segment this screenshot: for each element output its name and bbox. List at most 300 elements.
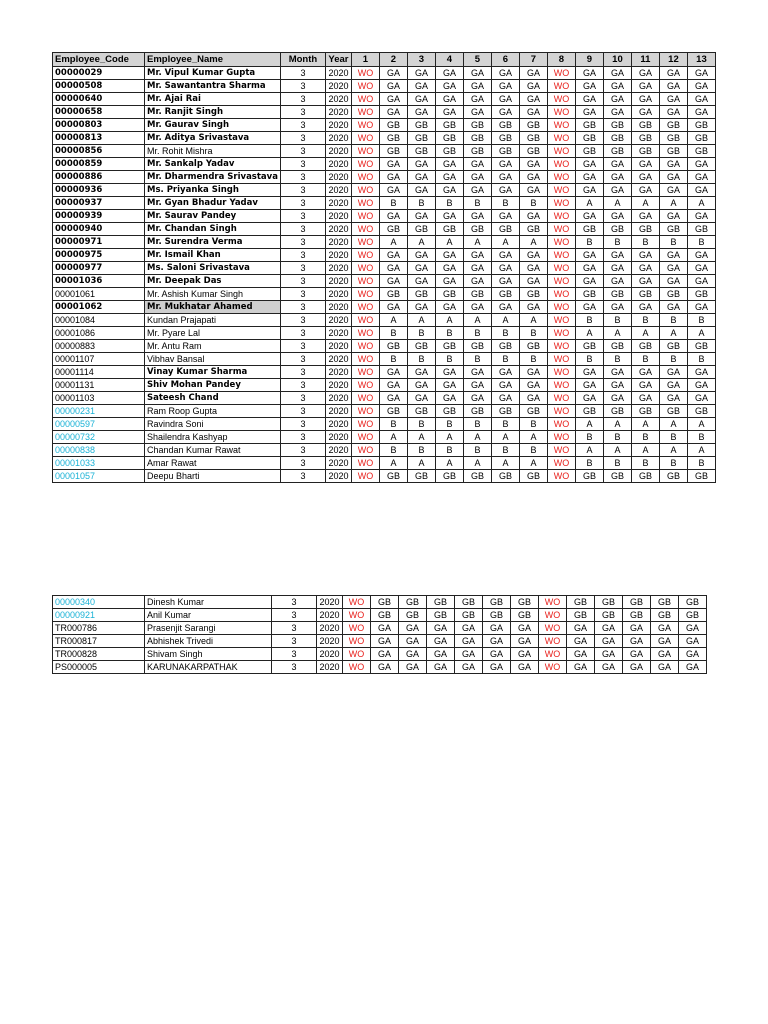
shift-cell[interactable]: B [575, 431, 603, 444]
shift-cell[interactable]: GB [567, 609, 595, 622]
month-cell[interactable]: 3 [272, 622, 317, 635]
shift-cell[interactable]: GA [659, 262, 687, 275]
weekly-off-cell[interactable]: WO [547, 236, 575, 249]
shift-cell[interactable]: B [519, 197, 547, 210]
weekly-off-cell[interactable]: WO [351, 119, 379, 132]
shift-cell[interactable]: B [379, 197, 407, 210]
shift-cell[interactable]: GA [687, 184, 715, 197]
shift-cell[interactable]: GA [407, 210, 435, 223]
shift-cell[interactable]: GA [575, 379, 603, 392]
shift-cell[interactable]: GA [463, 171, 491, 184]
shift-cell[interactable]: GA [427, 622, 455, 635]
shift-cell[interactable]: GA [435, 275, 463, 288]
weekly-off-cell[interactable]: WO [351, 145, 379, 158]
year-cell[interactable]: 2020 [325, 431, 351, 444]
year-cell[interactable]: 2020 [325, 197, 351, 210]
month-cell[interactable]: 3 [280, 262, 325, 275]
day-column-header[interactable]: 8 [547, 53, 575, 67]
weekly-off-cell[interactable]: WO [351, 392, 379, 405]
month-cell[interactable]: 3 [280, 457, 325, 470]
shift-cell[interactable]: GA [399, 635, 427, 648]
shift-cell[interactable]: GA [491, 80, 519, 93]
shift-cell[interactable]: GA [679, 635, 707, 648]
weekly-off-cell[interactable]: WO [547, 392, 575, 405]
shift-cell[interactable]: GA [651, 622, 679, 635]
employee-code-cell[interactable]: PS000005 [53, 661, 145, 674]
shift-cell[interactable]: A [687, 327, 715, 340]
year-cell[interactable]: 2020 [325, 106, 351, 119]
month-cell[interactable]: 3 [280, 158, 325, 171]
shift-cell[interactable]: GA [519, 210, 547, 223]
shift-cell[interactable]: GA [687, 249, 715, 262]
shift-cell[interactable]: GA [575, 262, 603, 275]
shift-cell[interactable]: GA [659, 210, 687, 223]
shift-cell[interactable]: A [519, 431, 547, 444]
shift-cell[interactable]: GB [463, 145, 491, 158]
employee-name-cell[interactable]: Shivam Singh [145, 648, 272, 661]
shift-cell[interactable]: B [435, 418, 463, 431]
weekly-off-cell[interactable]: WO [547, 327, 575, 340]
shift-cell[interactable]: GB [687, 340, 715, 353]
shift-cell[interactable]: GA [435, 93, 463, 106]
shift-cell[interactable]: GB [595, 596, 623, 609]
shift-cell[interactable]: GB [687, 470, 715, 483]
employee-name-cell[interactable]: Mr. Ismail Khan [145, 249, 281, 262]
shift-cell[interactable]: B [631, 431, 659, 444]
employee-code-cell[interactable]: 00000597 [53, 418, 145, 431]
shift-cell[interactable]: GA [435, 392, 463, 405]
year-cell[interactable]: 2020 [325, 132, 351, 145]
shift-cell[interactable]: GA [659, 80, 687, 93]
shift-cell[interactable]: GA [463, 366, 491, 379]
shift-cell[interactable]: GB [659, 340, 687, 353]
year-cell[interactable]: 2020 [325, 444, 351, 457]
shift-cell[interactable]: GA [483, 635, 511, 648]
shift-cell[interactable]: GB [463, 470, 491, 483]
shift-cell[interactable]: GA [379, 262, 407, 275]
table-row[interactable] [53, 431, 716, 444]
shift-cell[interactable]: B [491, 197, 519, 210]
shift-cell[interactable]: GA [463, 275, 491, 288]
shift-cell[interactable]: GB [407, 145, 435, 158]
shift-cell[interactable]: B [631, 457, 659, 470]
shift-cell[interactable]: GA [379, 379, 407, 392]
weekly-off-cell[interactable]: WO [343, 635, 371, 648]
shift-cell[interactable]: GA [575, 67, 603, 80]
shift-cell[interactable]: GA [679, 648, 707, 661]
employee-name-cell[interactable]: Mr. Gyan Bhadur Yadav [145, 197, 281, 210]
employee-code-cell[interactable]: 00001057 [53, 470, 145, 483]
employee-name-cell[interactable]: Mr. Sankalp Yadav [145, 158, 281, 171]
employee-name-cell[interactable]: Ravindra Soni [145, 418, 281, 431]
shift-cell[interactable]: A [491, 457, 519, 470]
weekly-off-cell[interactable]: WO [343, 596, 371, 609]
shift-cell[interactable]: GA [379, 249, 407, 262]
shift-cell[interactable]: B [407, 197, 435, 210]
table-row[interactable] [53, 353, 716, 366]
year-cell[interactable]: 2020 [325, 236, 351, 249]
table-row[interactable] [53, 635, 707, 648]
shift-cell[interactable]: GA [519, 392, 547, 405]
shift-cell[interactable]: B [659, 314, 687, 327]
shift-cell[interactable]: GA [603, 275, 631, 288]
shift-cell[interactable]: GA [379, 93, 407, 106]
employee-name-cell[interactable]: Shailendra Kashyap [145, 431, 281, 444]
shift-cell[interactable]: GA [603, 210, 631, 223]
weekly-off-cell[interactable]: WO [351, 184, 379, 197]
day-column-header[interactable]: 6 [491, 53, 519, 67]
shift-cell[interactable]: GA [603, 158, 631, 171]
shift-cell[interactable]: B [407, 353, 435, 366]
shift-cell[interactable]: B [575, 314, 603, 327]
shift-cell[interactable]: GB [435, 145, 463, 158]
shift-cell[interactable]: GB [651, 609, 679, 622]
shift-cell[interactable]: B [491, 353, 519, 366]
shift-cell[interactable]: GA [519, 93, 547, 106]
weekly-off-cell[interactable]: WO [351, 158, 379, 171]
weekly-off-cell[interactable]: WO [547, 301, 575, 314]
weekly-off-cell[interactable]: WO [351, 314, 379, 327]
shift-cell[interactable]: GA [575, 93, 603, 106]
employee-code-cell[interactable]: TR000828 [53, 648, 145, 661]
shift-cell[interactable]: GA [575, 184, 603, 197]
shift-cell[interactable]: GB [679, 609, 707, 622]
shift-cell[interactable]: A [407, 236, 435, 249]
shift-cell[interactable]: GA [603, 366, 631, 379]
shift-cell[interactable]: A [631, 197, 659, 210]
month-cell[interactable]: 3 [280, 171, 325, 184]
employee-name-cell[interactable]: Ram Roop Gupta [145, 405, 281, 418]
year-cell[interactable]: 2020 [325, 457, 351, 470]
shift-cell[interactable]: GA [511, 622, 539, 635]
shift-cell[interactable]: GA [483, 661, 511, 674]
weekly-off-cell[interactable]: WO [351, 262, 379, 275]
employee-name-cell[interactable]: Mr. Gaurav Singh [145, 119, 281, 132]
table-row[interactable] [53, 67, 716, 80]
shift-cell[interactable]: GA [687, 262, 715, 275]
shift-cell[interactable]: GB [435, 405, 463, 418]
shift-cell[interactable]: A [463, 236, 491, 249]
shift-cell[interactable]: GB [491, 223, 519, 236]
shift-cell[interactable]: GA [603, 80, 631, 93]
shift-cell[interactable]: GA [407, 392, 435, 405]
table-row[interactable] [53, 197, 716, 210]
shift-cell[interactable]: GA [603, 171, 631, 184]
shift-cell[interactable]: GB [575, 405, 603, 418]
shift-cell[interactable]: GB [603, 132, 631, 145]
shift-cell[interactable]: GB [659, 132, 687, 145]
shift-cell[interactable]: B [659, 353, 687, 366]
year-cell[interactable]: 2020 [325, 353, 351, 366]
weekly-off-cell[interactable]: WO [547, 262, 575, 275]
shift-cell[interactable]: GB [603, 470, 631, 483]
employee-code-cell[interactable]: TR000786 [53, 622, 145, 635]
shift-cell[interactable]: GA [435, 171, 463, 184]
shift-cell[interactable]: GA [407, 379, 435, 392]
table-row[interactable] [53, 275, 716, 288]
shift-cell[interactable]: GB [399, 609, 427, 622]
shift-cell[interactable]: GA [687, 80, 715, 93]
shift-cell[interactable]: GA [631, 106, 659, 119]
shift-cell[interactable]: GA [491, 171, 519, 184]
shift-cell[interactable]: GB [575, 223, 603, 236]
shift-cell[interactable]: GB [427, 609, 455, 622]
column-header-employee-code[interactable]: Employee_Code [53, 53, 145, 67]
shift-cell[interactable]: GA [519, 249, 547, 262]
shift-cell[interactable]: GA [651, 635, 679, 648]
shift-cell[interactable]: GB [567, 596, 595, 609]
table-row[interactable] [53, 106, 716, 119]
table-row[interactable] [53, 609, 707, 622]
shift-cell[interactable]: A [575, 444, 603, 457]
year-cell[interactable]: 2020 [325, 158, 351, 171]
shift-cell[interactable]: A [659, 418, 687, 431]
shift-cell[interactable]: GB [379, 119, 407, 132]
weekly-off-cell[interactable]: WO [539, 609, 567, 622]
table-row[interactable] [53, 93, 716, 106]
shift-cell[interactable]: B [491, 327, 519, 340]
shift-cell[interactable]: B [687, 353, 715, 366]
table-row[interactable] [53, 301, 716, 314]
table-row[interactable] [53, 444, 716, 457]
shift-cell[interactable]: GB [483, 596, 511, 609]
shift-cell[interactable]: A [631, 418, 659, 431]
weekly-off-cell[interactable]: WO [547, 184, 575, 197]
shift-cell[interactable]: GA [631, 249, 659, 262]
shift-cell[interactable]: GA [595, 648, 623, 661]
employee-name-cell[interactable]: Mr. Vipul Kumar Gupta [145, 67, 281, 80]
shift-cell[interactable]: B [631, 236, 659, 249]
employee-code-cell[interactable]: 00001131 [53, 379, 145, 392]
shift-cell[interactable]: B [687, 431, 715, 444]
shift-cell[interactable]: GB [575, 119, 603, 132]
shift-cell[interactable]: GB [379, 145, 407, 158]
shift-cell[interactable]: GA [603, 184, 631, 197]
shift-cell[interactable]: GB [491, 145, 519, 158]
shift-cell[interactable]: B [491, 444, 519, 457]
month-cell[interactable]: 3 [280, 301, 325, 314]
employee-code-cell[interactable]: 00001086 [53, 327, 145, 340]
weekly-off-cell[interactable]: WO [547, 67, 575, 80]
shift-cell[interactable]: GA [483, 622, 511, 635]
table-row[interactable] [53, 418, 716, 431]
shift-cell[interactable]: A [603, 197, 631, 210]
shift-cell[interactable]: B [603, 236, 631, 249]
shift-cell[interactable]: GB [623, 609, 651, 622]
shift-cell[interactable]: B [603, 353, 631, 366]
shift-cell[interactable]: GA [463, 392, 491, 405]
shift-cell[interactable]: GB [687, 223, 715, 236]
shift-cell[interactable]: GB [603, 145, 631, 158]
shift-cell[interactable]: GA [623, 648, 651, 661]
shift-cell[interactable]: GB [455, 609, 483, 622]
shift-cell[interactable]: GA [603, 67, 631, 80]
weekly-off-cell[interactable]: WO [547, 80, 575, 93]
employee-name-cell[interactable]: Dinesh Kumar [145, 596, 272, 609]
shift-cell[interactable]: A [463, 314, 491, 327]
shift-cell[interactable]: GA [491, 366, 519, 379]
year-cell[interactable]: 2020 [325, 470, 351, 483]
year-cell[interactable]: 2020 [325, 366, 351, 379]
shift-cell[interactable]: B [687, 236, 715, 249]
shift-cell[interactable]: GA [631, 158, 659, 171]
day-column-header[interactable]: 4 [435, 53, 463, 67]
shift-cell[interactable]: GA [379, 275, 407, 288]
shift-cell[interactable]: GB [623, 596, 651, 609]
employee-code-cell[interactable]: 00000231 [53, 405, 145, 418]
weekly-off-cell[interactable]: WO [547, 223, 575, 236]
weekly-off-cell[interactable]: WO [351, 366, 379, 379]
shift-cell[interactable]: GB [463, 119, 491, 132]
day-column-header[interactable]: 7 [519, 53, 547, 67]
shift-cell[interactable]: GA [435, 301, 463, 314]
employee-code-cell[interactable]: 00000977 [53, 262, 145, 275]
shift-cell[interactable]: A [491, 314, 519, 327]
table-row[interactable] [53, 340, 716, 353]
table-row[interactable] [53, 223, 716, 236]
employee-code-cell[interactable]: TR000817 [53, 635, 145, 648]
employee-code-cell[interactable]: 00000937 [53, 197, 145, 210]
shift-cell[interactable]: GA [407, 262, 435, 275]
shift-cell[interactable]: GA [603, 106, 631, 119]
shift-cell[interactable]: GA [659, 67, 687, 80]
employee-name-cell[interactable]: Deepu Bharti [145, 470, 281, 483]
employee-name-cell[interactable]: Mr. Surendra Verma [145, 236, 281, 249]
day-column-header[interactable]: 12 [659, 53, 687, 67]
employee-code-cell[interactable]: 00000838 [53, 444, 145, 457]
shift-cell[interactable]: GA [455, 661, 483, 674]
shift-cell[interactable]: GB [407, 132, 435, 145]
employee-code-cell[interactable]: 00000508 [53, 80, 145, 93]
employee-name-cell[interactable]: Mr. Ajai Rai [145, 93, 281, 106]
shift-cell[interactable]: GB [407, 223, 435, 236]
shift-cell[interactable]: B [407, 444, 435, 457]
year-cell[interactable]: 2020 [325, 288, 351, 301]
shift-cell[interactable]: GB [491, 119, 519, 132]
shift-cell[interactable]: GA [575, 366, 603, 379]
shift-cell[interactable]: GA [575, 158, 603, 171]
shift-cell[interactable]: A [603, 444, 631, 457]
weekly-off-cell[interactable]: WO [351, 249, 379, 262]
table-row[interactable] [53, 262, 716, 275]
shift-cell[interactable]: GA [687, 106, 715, 119]
shift-cell[interactable]: GA [491, 262, 519, 275]
shift-cell[interactable]: GB [407, 340, 435, 353]
shift-cell[interactable]: GA [379, 366, 407, 379]
shift-cell[interactable]: GB [519, 340, 547, 353]
month-cell[interactable]: 3 [280, 223, 325, 236]
weekly-off-cell[interactable]: WO [547, 379, 575, 392]
shift-cell[interactable]: GB [519, 405, 547, 418]
employee-name-cell[interactable]: Mr. Deepak Das [145, 275, 281, 288]
employee-code-cell[interactable]: 00000658 [53, 106, 145, 119]
employee-code-cell[interactable]: 00000859 [53, 158, 145, 171]
shift-cell[interactable]: GA [659, 275, 687, 288]
shift-cell[interactable]: GB [435, 288, 463, 301]
shift-cell[interactable]: GA [687, 366, 715, 379]
employee-name-cell[interactable]: Mr. Pyare Lal [145, 327, 281, 340]
day-column-header[interactable]: 1 [351, 53, 379, 67]
shift-cell[interactable]: GA [491, 392, 519, 405]
shift-cell[interactable]: GB [631, 405, 659, 418]
shift-cell[interactable]: GB [463, 340, 491, 353]
shift-cell[interactable]: A [575, 327, 603, 340]
shift-cell[interactable]: B [379, 327, 407, 340]
shift-cell[interactable]: A [491, 236, 519, 249]
weekly-off-cell[interactable]: WO [547, 93, 575, 106]
employee-name-cell[interactable]: Mr. Sawantantra Sharma [145, 80, 281, 93]
shift-cell[interactable]: GA [659, 158, 687, 171]
shift-cell[interactable]: B [463, 418, 491, 431]
weekly-off-cell[interactable]: WO [351, 340, 379, 353]
shift-cell[interactable]: GA [679, 622, 707, 635]
shift-cell[interactable]: GA [491, 379, 519, 392]
shift-cell[interactable]: GA [379, 106, 407, 119]
weekly-off-cell[interactable]: WO [547, 106, 575, 119]
weekly-off-cell[interactable]: WO [351, 418, 379, 431]
weekly-off-cell[interactable]: WO [547, 275, 575, 288]
shift-cell[interactable]: GB [491, 470, 519, 483]
shift-cell[interactable]: GB [595, 609, 623, 622]
year-cell[interactable]: 2020 [325, 418, 351, 431]
shift-cell[interactable]: GA [435, 249, 463, 262]
shift-cell[interactable]: GA [567, 661, 595, 674]
shift-cell[interactable]: GA [603, 262, 631, 275]
shift-cell[interactable]: GB [603, 223, 631, 236]
employee-code-cell[interactable]: 00000940 [53, 223, 145, 236]
shift-cell[interactable]: GA [595, 622, 623, 635]
day-column-header[interactable]: 2 [379, 53, 407, 67]
shift-cell[interactable]: GB [435, 119, 463, 132]
shift-cell[interactable]: GA [455, 622, 483, 635]
shift-cell[interactable]: GA [659, 106, 687, 119]
year-cell[interactable]: 2020 [325, 379, 351, 392]
weekly-off-cell[interactable]: WO [343, 622, 371, 635]
shift-cell[interactable]: GA [371, 635, 399, 648]
shift-cell[interactable]: GB [379, 288, 407, 301]
shift-cell[interactable]: GA [491, 106, 519, 119]
shift-cell[interactable]: GA [463, 301, 491, 314]
weekly-off-cell[interactable]: WO [351, 236, 379, 249]
shift-cell[interactable]: B [379, 418, 407, 431]
shift-cell[interactable]: A [575, 418, 603, 431]
shift-cell[interactable]: GA [407, 366, 435, 379]
shift-cell[interactable]: GA [407, 67, 435, 80]
column-header-year[interactable]: Year [325, 53, 351, 67]
shift-cell[interactable]: GA [659, 249, 687, 262]
shift-cell[interactable]: GB [511, 596, 539, 609]
month-cell[interactable]: 3 [280, 327, 325, 340]
shift-cell[interactable]: A [519, 236, 547, 249]
table-row[interactable] [53, 80, 716, 93]
shift-cell[interactable]: B [407, 418, 435, 431]
shift-cell[interactable]: GB [435, 223, 463, 236]
shift-cell[interactable]: GA [463, 67, 491, 80]
shift-cell[interactable]: GA [463, 158, 491, 171]
shift-cell[interactable]: B [603, 431, 631, 444]
shift-cell[interactable]: B [435, 327, 463, 340]
table-row[interactable] [53, 379, 716, 392]
year-cell[interactable]: 2020 [325, 184, 351, 197]
shift-cell[interactable]: GA [491, 184, 519, 197]
shift-cell[interactable]: GB [455, 596, 483, 609]
shift-cell[interactable]: B [435, 353, 463, 366]
employee-name-cell[interactable]: Mr. Ashish Kumar Singh [145, 288, 281, 301]
weekly-off-cell[interactable]: WO [351, 80, 379, 93]
year-cell[interactable]: 2020 [325, 301, 351, 314]
month-cell[interactable]: 3 [280, 184, 325, 197]
shift-cell[interactable]: GA [435, 67, 463, 80]
